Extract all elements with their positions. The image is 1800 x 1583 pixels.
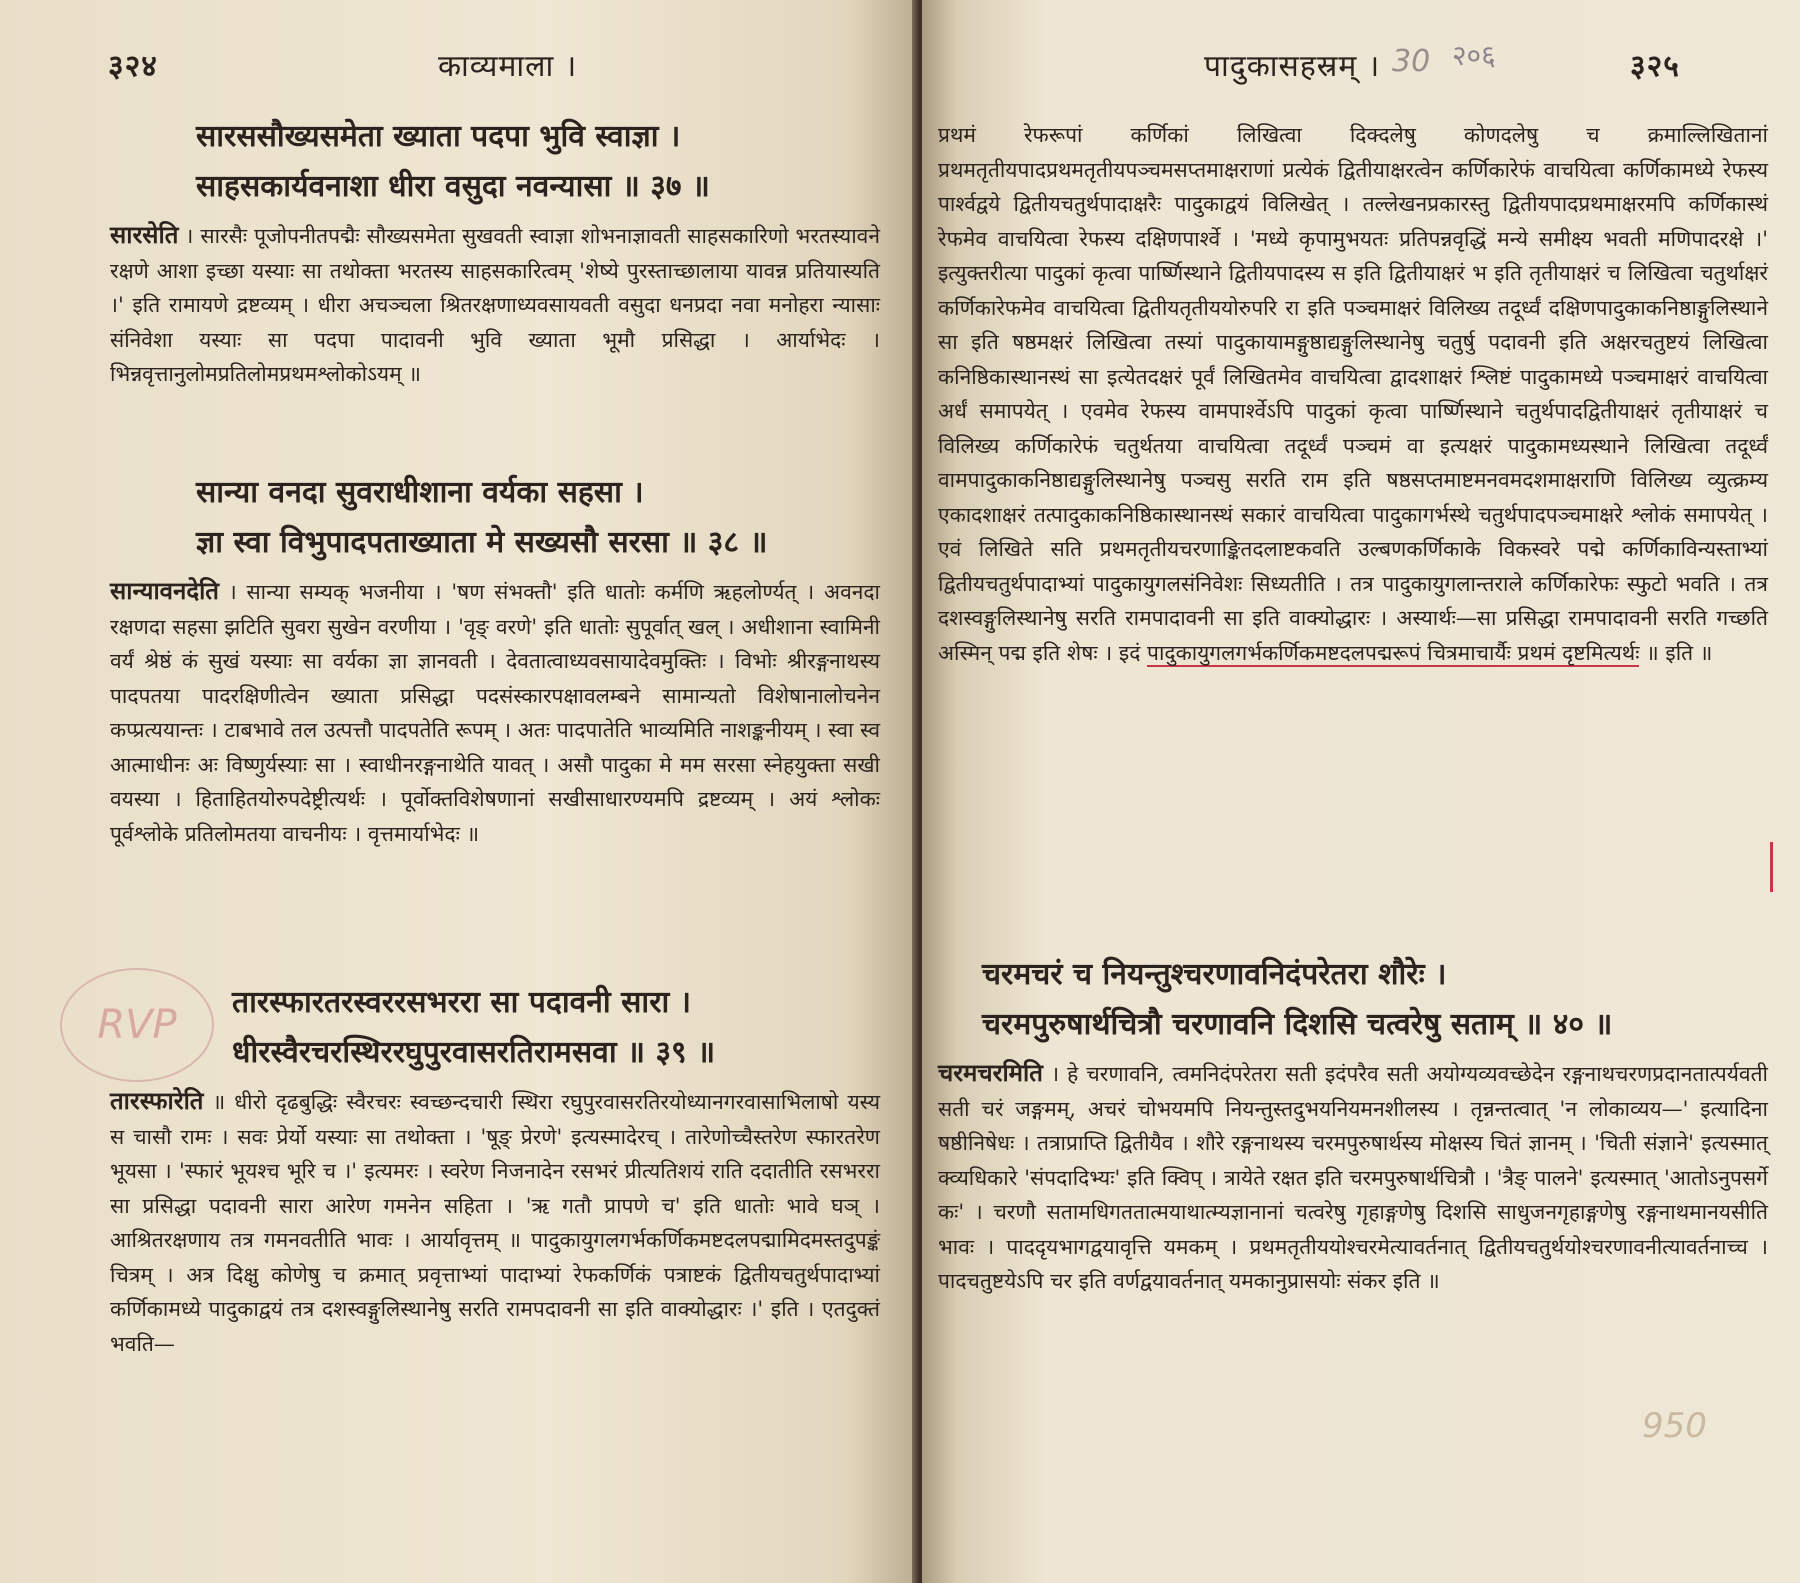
commentary-37 (110, 218, 880, 392)
running-head-left: काव्यमाला । (438, 49, 578, 84)
pencil-note-top: 30 (1392, 44, 1431, 79)
page-number-right: ३२५ (1630, 49, 1680, 84)
lemma-38: सान्यावनदेति (110, 576, 219, 605)
library-stamp: RVP (60, 968, 214, 1082)
pencil-note-bottom: 950 (1642, 1406, 1707, 1446)
commentary-39 (110, 1084, 880, 1361)
lemma-40: चरमचरमिति (938, 1058, 1043, 1087)
verse-38-line-2: ज्ञा स्वा विभुपादपताख्याता मे सख्यसौ सरसा ॥ ३८ ॥ (196, 525, 768, 560)
verse-37-line-1: सारससौख्यसमेता ख्याता पदपा भुवि स्वाज्ञा । (196, 119, 681, 154)
verse-40-line-2: चरमपुरुषार्थचित्रौ चरणावनि दिशसि चत्वरेषु सताम् ॥ ४० ॥ (982, 1007, 1613, 1042)
handwritten-note-top: २०६ (1452, 39, 1496, 72)
verse-37-line-2: साहसकार्यवनाशा धीरा वसुदा नवन्यासा ॥ ३७ ॥ (196, 169, 710, 204)
running-head-right: पादुकासहस्रम् । (1204, 49, 1381, 84)
right-page (922, 0, 1800, 1583)
commentary-40 (938, 1056, 1768, 1299)
page-number-left: ३२४ (108, 49, 158, 84)
commentary-37-text: । सारसैः पूजोपनीतपद्मैः सौख्यसमेता सुखवती स्वाज्ञा शोभनाज्ञावती साहसकारिणो भरतस्यावने रक्षणे आशा इच्छा यस्याः सा तथोक्ता भरतस्य साहसकारित्वम् 'शेष्ये पुरस्ताच्छालाया यावन्न प्रतियास्यति ।' इति रामायणे द्रष्टव्यम् । धीरा अचञ्चला श्रितरक्षणाध्यवसायवती वसुदा धनप्रदा नवा मनोहरा न्यासाः संनिवेशा यस्याः सा पदपा पादावनी भुवि ख्याता भूमौ प्रसिद्धा । आर्याभेदः । भिन्नवृत्तानुलोमप्रतिलोमप्रथमश्लोकोऽयम् ॥ (110, 224, 880, 386)
commentary-39-cont-text: प्रथमं रेफरूपां कर्णिकां लिखित्वा दिक्दलेषु कोणदलेषु च क्रमाल्लिखितानां प्रथमतृतीयपादप्रथमतृतीयपञ्चमसप्तमाक्षराणां प्रत्येकं द्वितीयाक्षरत्वेन कर्णिकारेफं वाचयित्वा कर्णिकामध्ये रेफस्य पार्श्वद्वये द्वितीयचतुर्थपादाक्षरैः पादुकाद्वयं विलिखेत् । तल्लेखनप्रकारस्तु द्वितीयपादप्रथमाक्षरमपि कर्णिकास्थं रेफमेव वाचयित्वा रेफस्य दक्षिणपार्श्वे । 'मध्ये कृपामुभयतः प्रतिपन्नवृद्धिं मन्ये समीक्ष्य भवती मणिपादरक्षे ।' इत्युक्तरीत्या पादुकां कृत्वा पार्ष्णिस्थाने द्वितीयपादस्य स इति द्वितीयाक्षरं भ इति तृतीयाक्षरं च लिखित्वा चतुर्थाक्षरं कर्णिकारेफमेव वाचयित्वा द्वितीयतृतीययोरुपरि रा इति पञ्चमाक्षरं विलिख्य तदूर्ध्वं दक्षिणपादुकाकनिष्ठाङ्गुलिस्थाने सा इति षष्ठमक्षरं लिखित्वा तस्यां पादुकायामङ्गुष्ठाद्यङ्गुलिस्थानेषु चतुर्षु पदावनी इति अक्षरचतुष्टयं लिखित्वा कनिष्ठिकास्थानस्थं सा इत्येतदक्षरं पूर्वं लिखितमेव वाचयित्वा द्वादशाक्षरं श्लिष्टं पादुकामध्ये पञ्चमाक्षरं वाचयित्वा अर्धं समापयेत् । एवमेव रेफस्य वामपार्श्वेऽपि पादुकां कृत्वा पार्ष्णिस्थाने चतुर्थपादद्वितीयाक्षरं तृतीयाक्षरं च विलिख्य कर्णिकारेफं चतुर्थतया वाचयित्वा तदूर्ध्वं पञ्चमं वा इत्यक्षरं पादुकामध्यस्थाने लिखित्वा तदूर्ध्वं वामपादुकाकनिष्ठाद्यङ्गुलिस्थानेषु पञ्चसु सरति राम इति षष्ठसप्तमाष्टमनवमदशमाक्षराणि विलिख्य व्युत्क्रम्य एकादशाक्षरं तत्पादुकाकनिष्ठिकास्थानस्थं सकारं वाचयित्वा पादुकागर्भस्थे चतुर्थपादपञ्चमाक्षरे श्लोकं समापयेत् । एवं लिखिते सति प्रथमतृतीयचरणाङ्कितदलाष्टकवति उल्बणकर्णिकाके विकस्वरे पद्मे कर्णिकाविन्यस्ताभ्यां द्वितीयचतुर्थपादाभ्यां पादुकायुगलसंनिवेशः सिध्यतीति । तत्र पादुकायुगलान्तराले कर्णिकारेफः स्फुटो भवति । तत्र दशस्वङ्गुलिस्थानेषु सरति रामपादावनी सा इति वाक्योद्धारः । अस्यार्थः—सा प्रसिद्धा रामपादावनी सरति गच्छति अस्मिन् पद्म इति शेषः । इदं (938, 123, 1768, 665)
verse-40-line-1: चरमचरं च नियन्तुश्चरणावनिदंपरेतरा शौरेः । (982, 957, 1447, 992)
lemma-39: तारस्फारेति (110, 1086, 204, 1115)
commentary-39-text: ॥ धीरो दृढबुद्धिः स्वैरचरः स्वच्छन्दचारी स्थिरा रघुपुरवासरतिरयोध्यानगरवासाभिलाषो यस्य स चासौ रामः । सवः प्रेर्यो यस्याः सा तथोक्ता । 'षूङ् प्रेरणे' इत्यस्मादेरच् । तारेणोच्चैस्तरेण स्फारतरेण भूयसा । 'स्फारं भूयश्च भूरि च ।' इत्यमरः । स्वरेण निजनादेन रसभरं प्रीत्यतिशयं राति ददातीति रसभररा सा प्रसिद्धा पदावनी सारा आरेण गमनेन सहिता । 'ऋ गतौ प्रापणे च' इति धातोः भावे घञ् । आश्रितरक्षणाय तत्र गमनवतीति भावः । आर्यावृत्तम् ॥ पादुकायुगलगर्भकर्णिकमष्टदलपद्मामिदमस्तदुपङ्कं चित्रम् । अत्र दिक्षु कोणेषु च क्रमात् प्रवृत्ताभ्यां पादाभ्यां रेफकर्णिकं पत्राष्टकं द्वितीयचतुर्थपादाभ्यां कर्णिकामध्ये पादुकाद्वयं तत्र दशस्वङ्गुलिस्थानेषु सरति रामपदावनी सा इति वाक्योद्धारः ।' इति । एतदुक्तं भवति— (110, 1090, 880, 1356)
commentary-38-text: । सान्या सम्यक् भजनीया । 'षण संभक्तौ' इति धातोः कर्मणि ऋहलोर्ण्यत् । अवनदा रक्षणदा सहसा झटिति सुवरा सुखेन वरणीया । 'वृङ् वरणे' इति धातोः सुपूर्वात् खल् । अधीशाना स्वामिनी वर्यं श्रेष्ठं कं सुखं यस्याः सा वर्यका ज्ञा ज्ञानवती । देवतात्वाध्यवसायादेवमुक्तिः । विभोः श्रीरङ्गनाथस्य पादपतया पादरक्षिणीत्वेन ख्याता प्रसिद्धा पदसंस्कारपक्षावलम्बने सामान्यतो विशेषानालोचनेन कप्प्रत्ययान्तः । टाबभावे तल उत्पत्तौ पादपतेति रूपम् । अतः पादपातेति भाव्यमिति नाशङ्कनीयम् । स्वा स्व आत्माधीनः अः विष्णुर्यस्याः सा । स्वाधीनरङ्गनाथेति यावत् । असौ पादुका मे मम सरसा स्नेहयुक्ता सखी वयस्या । हिताहितयोरुपदेष्ट्रीत्यर्थः । पूर्वोक्तविशेषणानां सखीसाधारण्यमपि द्रष्टव्यम् । अयं श्लोकः पूर्वश्लोके प्रतिलोमतया वाचनीयः । वृत्तमार्याभेदः ॥ (110, 580, 880, 846)
verse-39-line-2: धीरस्वैरचरस्थिररघुपुरवासरतिरामसवा ॥ ३९ ॥ (232, 1035, 716, 1070)
lemma-37: सारसेति (110, 220, 179, 249)
commentary-39-cont-end: ॥ इति ॥ (1639, 640, 1713, 665)
commentary-38 (110, 574, 880, 851)
red-margin-mark (1770, 842, 1773, 892)
underlined-passage: पादुकायुगलगर्भकर्णिकमष्टदलपद्मरूपं चित्रमाचार्यैः प्रथमं दृष्टमित्यर्थः (1147, 640, 1640, 665)
verse-38-line-1: सान्या वनदा सुवराधीशाना वर्यका सहसा । (196, 475, 644, 510)
verse-39-line-1: तारस्फारतरस्वररसभररा सा पदावनी सारा । (232, 985, 692, 1020)
commentary-40-text: । हे चरणावनि, त्वमनिदंपरेतरा सती इदंपरैव सती अयोग्यव्यवच्छेदेन रङ्गनाथचरणप्रदानतात्पर्यवती सती चरं जङ्गमम्, अचरं चोभयमपि नियन्तुस्तदुभयनियमनशीलस्य । तृन्नन्तत्वात् 'न लोकाव्यय—' इत्यादिना षष्ठीनिषेधः । तत्राप्राप्ति द्वितीयैव । शौरे रङ्गनाथस्य चरमपुरुषार्थस्य मोक्षस्य चितं ज्ञानम् । 'चिती संज्ञाने' इत्यस्मात् क्व्यधिकारे 'संपदादिभ्यः' इति क्विप् । त्रायेते रक्षत इति चरमपुरुषार्थचित्रौ । 'त्रैङ् पालने' इत्यस्मात् 'आतोऽनुपसर्गे कः' । चरणौ सतामधिगततात्मयाथात्म्यज्ञानानां चत्वरेषु गृहाङ्गणेषु दिशसि साधुजनगृहाङ्गणेषु रङ्गनाथमानयसीति भावः । पाददृयभागद्वयावृत्ति यमकम् । प्रथमतृतीययोश्चरमेत्यावर्तनात् द्वितीयचतुर्थयोश्चरणावनीत्यावर्तनाच्च । पादचतुष्टयेऽपि चर इति वर्णद्वयावर्तनात् यमकानुप्रासयोः संकर इति ॥ (938, 1062, 1768, 1293)
commentary-39-continued (938, 118, 1768, 670)
